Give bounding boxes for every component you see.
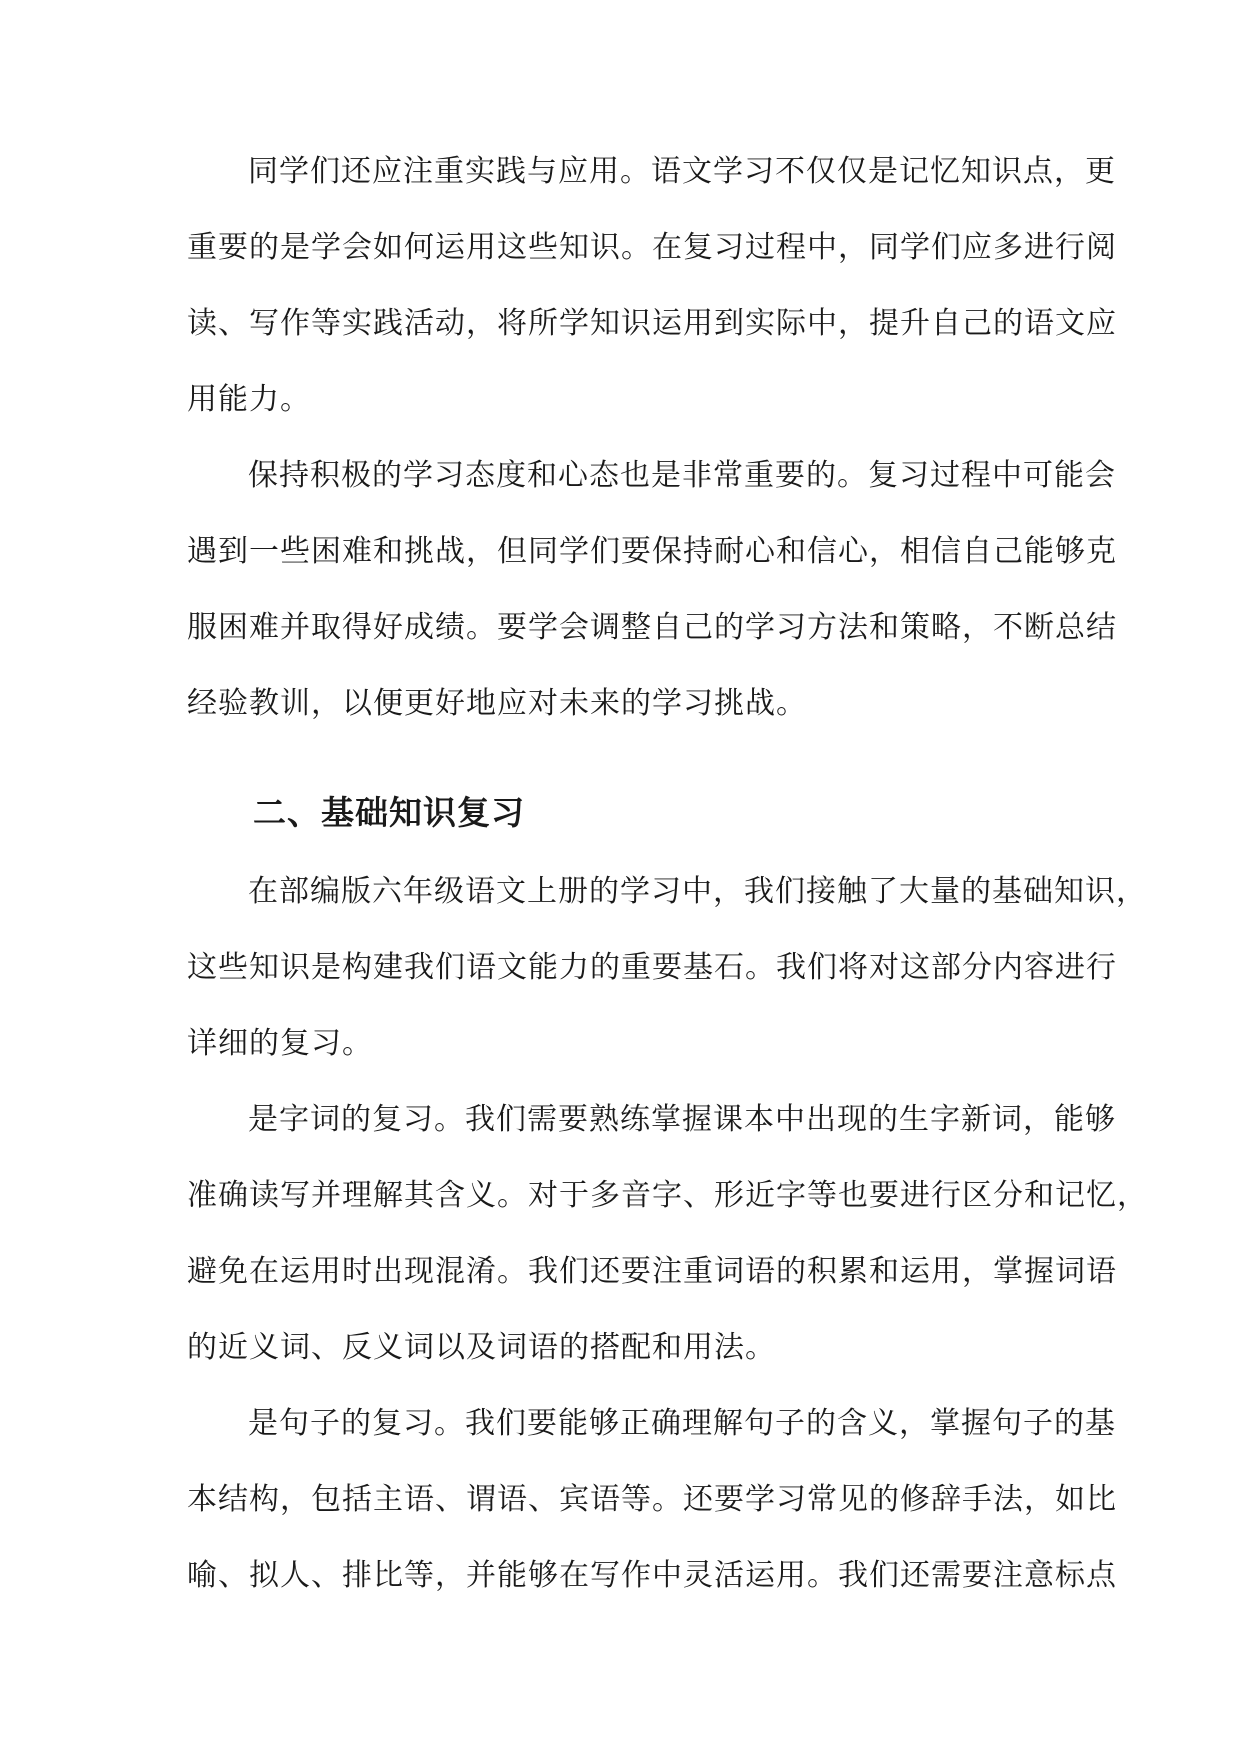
paragraph-1-line-1: 同学们还应注重实践与应用。语文学习不仅仅是记忆知识点，更 — [248, 154, 1116, 189]
paragraph-2-line-2: 遇到一些困难和挑战，但同学们要保持耐心和信心，相信自己能够克 — [187, 534, 1117, 569]
paragraph-1-line-3: 读、写作等实践活动，将所学知识运用到实际中，提升自己的语文应 — [187, 306, 1117, 341]
paragraph-2-line-1: 保持积极的学习态度和心态也是非常重要的。复习过程中可能会 — [248, 458, 1116, 493]
paragraph-3-line-1: 在部编版六年级语文上册的学习中，我们接触了大量的基础知识， — [248, 874, 1147, 909]
paragraph-4-line-2: 准确读写并理解其含义。对于多音字、形近字等也要进行区分和记忆， — [187, 1178, 1148, 1213]
paragraph-4-line-1: 是字词的复习。我们需要熟练掌握课本中出现的生字新词，能够 — [248, 1102, 1116, 1137]
paragraph-5-line-3: 喻、拟人、排比等，并能够在写作中灵活运用。我们还需要注意标点 — [187, 1558, 1117, 1593]
paragraph-2-line-4: 经验教训，以便更好地应对未来的学习挑战。 — [187, 686, 807, 721]
paragraph-5-line-1: 是句子的复习。我们要能够正确理解句子的含义，掌握句子的基 — [248, 1406, 1116, 1441]
text-block-2 — [187, 854, 1148, 1614]
paragraph-3-line-2: 这些知识是构建我们语文能力的重要基石。我们将对这部分内容进行 — [187, 950, 1117, 985]
paragraph-4-line-4: 的近义词、反义词以及词语的搭配和用法。 — [187, 1330, 776, 1365]
paragraph-1-line-4: 用能力。 — [187, 382, 311, 417]
section-heading: 二、基础知识复习 — [253, 793, 525, 832]
paragraph-4-line-3: 避免在运用时出现混淆。我们还要注重词语的积累和运用，掌握词语 — [187, 1254, 1117, 1289]
paragraph-1-line-2: 重要的是学会如何运用这些知识。在复习过程中，同学们应多进行阅 — [187, 230, 1117, 265]
paragraph-2-line-3: 服困难并取得好成绩。要学会调整自己的学习方法和策略，不断总结 — [187, 610, 1117, 645]
paragraph-3-line-3: 详细的复习。 — [187, 1026, 373, 1061]
paragraph-5-line-2: 本结构，包括主语、谓语、宾语等。还要学习常见的修辞手法，如比 — [187, 1482, 1117, 1517]
text-block-1 — [187, 134, 1117, 742]
